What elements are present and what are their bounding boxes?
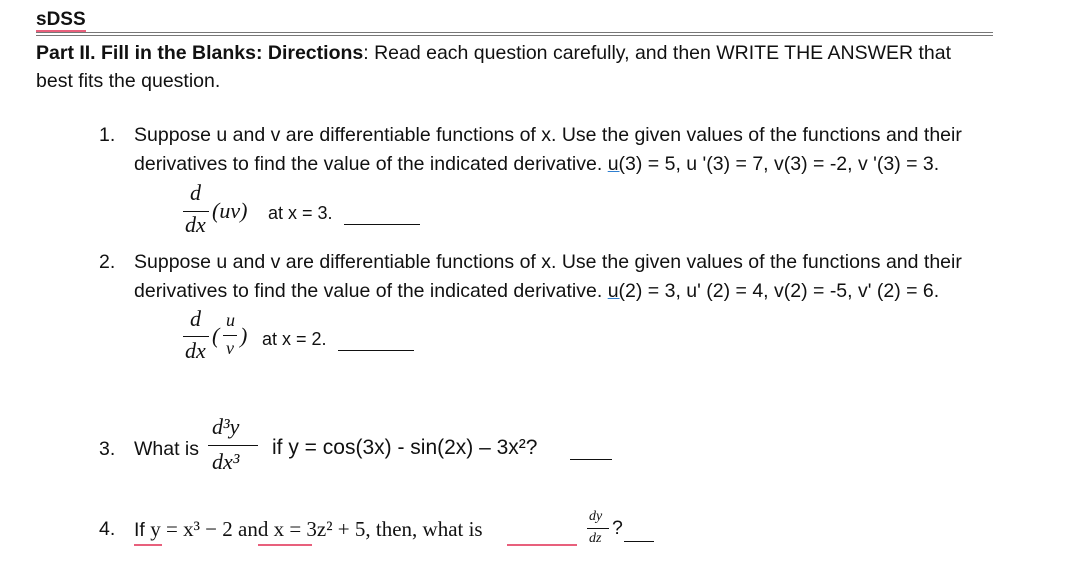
- question-4-number: 4.: [99, 518, 116, 540]
- question-3-frac-num: d³y: [212, 414, 240, 439]
- question-1-line-2: derivatives to find the value of the indicated derivative. u(3) = 5, u '(3) = 7, v(3) = -2, v '(3) = 3.: [134, 153, 940, 175]
- question-4-frac-num: dy: [589, 509, 603, 524]
- question-1-number: 1.: [99, 124, 116, 146]
- question-3-number: 3.: [99, 438, 116, 460]
- question-4-answer-blank[interactable]: [624, 541, 654, 542]
- question-1-answer-blank[interactable]: [344, 224, 420, 225]
- directions-line-2: best fits the question.: [36, 70, 221, 92]
- page-title: sDSS: [36, 9, 86, 30]
- question-2-line-2: derivatives to find the value of the indicated derivative. u(2) = 3, u' (2) = 4, v(2) = -5, v' (2) = 6.: [134, 280, 940, 302]
- question-4-frac-den: dz: [589, 531, 602, 546]
- question-3-frac-den: dx³: [212, 449, 240, 474]
- spellcheck-underline: [258, 544, 312, 546]
- question-3-text: if y = cos(3x) - sin(2x) – 3x²?: [272, 436, 538, 459]
- question-4-question-mark: ?: [612, 517, 623, 539]
- question-3-answer-blank[interactable]: [570, 459, 612, 460]
- question-3-frac-bar: [208, 445, 258, 446]
- header-rule-double: [36, 35, 993, 36]
- question-2-frac-num: d: [190, 306, 201, 331]
- question-2-answer-blank[interactable]: [338, 350, 414, 351]
- question-2-number: 2.: [99, 251, 116, 273]
- question-4-frac-bar: [587, 528, 609, 529]
- question-1-frac-den: dx: [185, 212, 206, 237]
- question-2-paren-close: ): [240, 323, 248, 348]
- question-2-line-1: Suppose u and v are differentiable functions of x. Use the given values of the functions and their: [134, 251, 962, 273]
- directions-lead: Part II. Fill in the Blanks: Directions: [36, 42, 364, 64]
- question-2-at: at x = 2.: [262, 329, 327, 349]
- spellcheck-underline: [507, 544, 577, 546]
- question-2-frac-bar: [183, 336, 209, 337]
- question-1-at: at x = 3.: [268, 203, 333, 223]
- directions-text: : Read each question carefully, and then WRITE THE ANSWER that: [363, 42, 952, 64]
- question-2-paren-open: (: [212, 323, 220, 348]
- question-1-expression: (uv): [212, 198, 248, 223]
- question-2-inner-num: u: [226, 310, 235, 330]
- question-4-text: If y = x³ − 2 and x = 3z² + 5, then, what is: [134, 517, 483, 541]
- header-rule: [36, 32, 993, 33]
- question-2-inner-den: v: [226, 338, 234, 358]
- question-3-prefix: What is: [134, 438, 200, 460]
- question-1-line-1: Suppose u and v are differentiable functions of x. Use the given values of the functions and their: [134, 124, 962, 146]
- question-2-frac-den: dx: [185, 338, 206, 363]
- spellcheck-underline: [134, 544, 162, 546]
- question-2-inner-bar: [223, 335, 237, 336]
- question-1-frac-num: d: [190, 180, 201, 205]
- directions: [36, 40, 951, 67]
